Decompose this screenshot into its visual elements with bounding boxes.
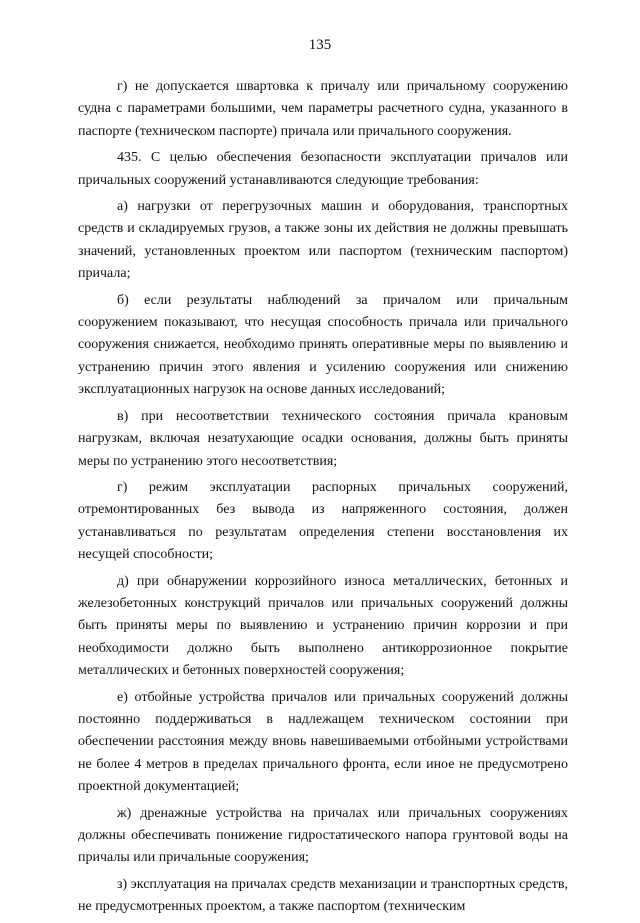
paragraph-a-loads: а) нагрузки от перегрузочных машин и оборудования, транспортных средств и складируемых грузов, а также зоны их действия не должны превышать значений, установленных проектом или паспортом (техническим паспортом) причала;	[78, 199, 568, 282]
paragraph-v-crane-loads: в) при несоответствии технического состояния причала крановым нагрузкам, включая незатухающие осадки основания, должны быть приняты меры по устранению этого несоответствия;	[78, 408, 568, 469]
paragraph-d-corrosion: д) при обнаружении коррозийного износа металлических, бетонных и железобетонных конструкций причалов или причальных сооружений должны быть приняты меры по выявлению и устранению причин коррозии и при необходимости должно быть выполнено антикоррозионное покрытие металлических и бетонных поверхностей сооружения;	[78, 573, 568, 679]
document-body	[78, 76, 568, 923]
paragraph-zh-drainage: ж) дренажные устройства на причалах или причальных сооружениях должны обеспечивать понижение гидростатического напора грунтовой воды на причалы или причальные сооружения;	[78, 805, 568, 866]
page-number: 135	[308, 37, 332, 53]
paragraph-435-intro: 435. С целью обеспечения безопасности эксплуатации причалов или причальных сооружений устанавливаются следующие требования:	[78, 150, 568, 188]
paragraph-z-mechanization: з) эксплуатация на причалах средств механизации и транспортных средств, не предусмотренных проектом, а также паспортом (техническим	[78, 876, 568, 915]
paragraph-g-operation-mode: г) режим эксплуатации распорных причальных сооружений, отремонтированных без вывода из напряженного состояния, должен устанавливаться по результатам определения степени восстановления их несущей способности;	[78, 479, 568, 563]
paragraph-e-fenders: е) отбойные устройства причалов или причальных сооружений должны постоянно поддерживаться в надлежащем техническом состоянии при обеспечении расстояния между вновь навешиваемыми отбойными устройствами не более 4 метров в пределах причального фронта, если иное не предусмотрено проектной документацией;	[78, 689, 568, 795]
paragraph-b-observations: б) если результаты наблюдений за причалом или причальным сооружением показывают, что несущая способность причала или причального сооружения снижается, необходимо принять оперативные меры по выявлению и устранению причин этого явления и усилению сооружения или снижению эксплуатационных нагрузок на основе данных исследований;	[78, 292, 568, 398]
paragraph-g-mooring: г) не допускается швартовка к причалу или причальному сооружению судна с параметрами большими, чем параметры расчетного судна, указанного в паспорте (техническом паспорте) причала или причального сооружения.	[78, 79, 568, 139]
